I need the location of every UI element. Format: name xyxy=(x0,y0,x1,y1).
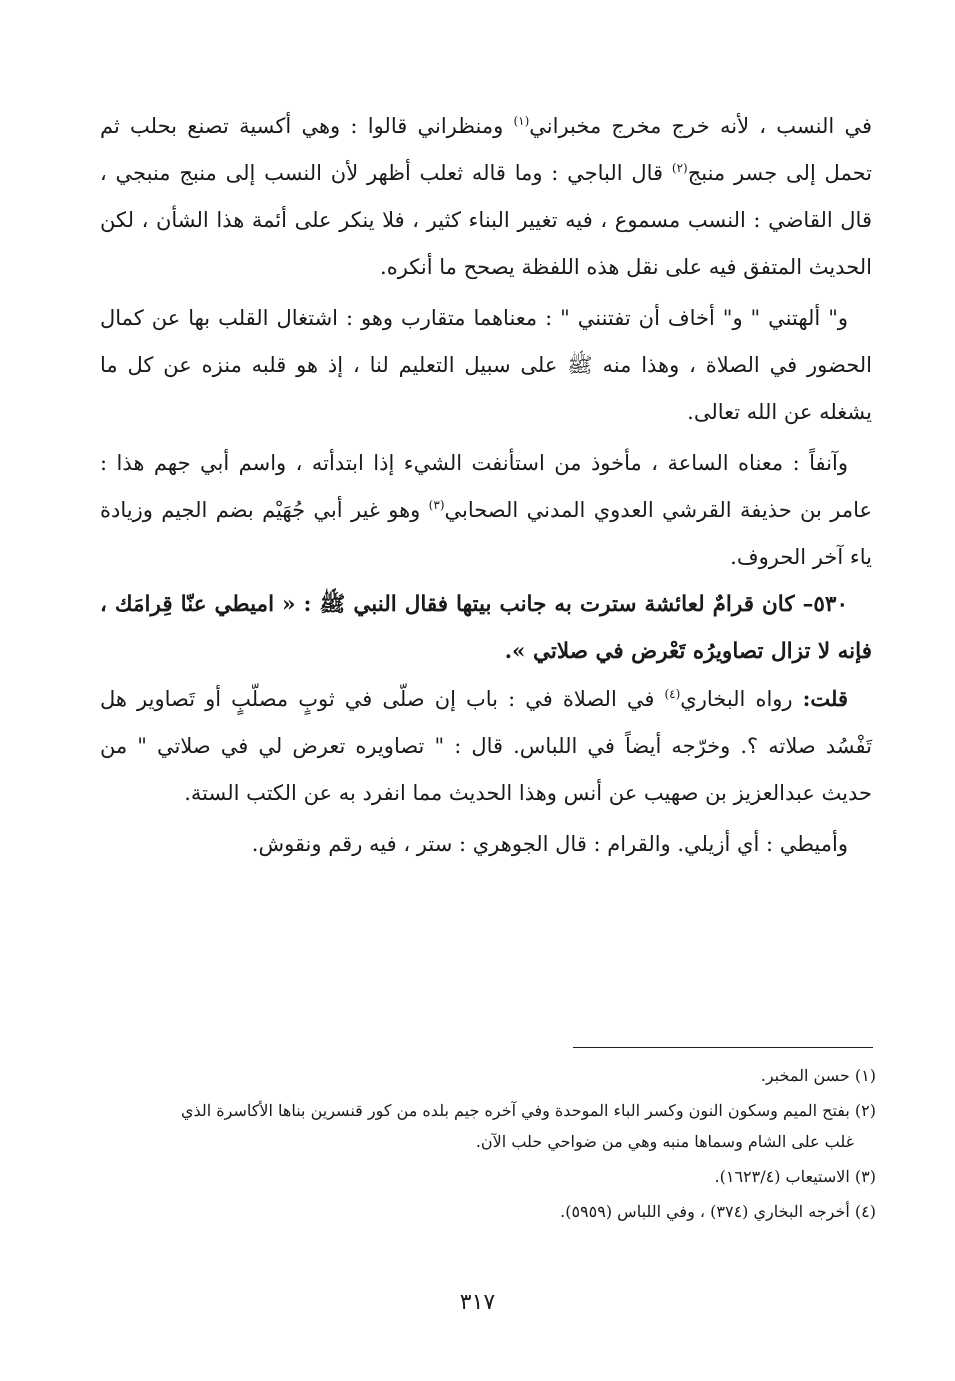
text-run: في النسب ، لأنه خرج مخرج مخبراني xyxy=(529,114,873,138)
hadith-530: ٥٣٠– كان قرامٌ لعائشة سترت به جانب بيتها فقال النبي ﷺ : « اميطي عنّا قِرامَك ، فإنه لا تزال تصاويرُه تَعْرض في صلاتي ». xyxy=(100,592,872,664)
footnote-2 xyxy=(100,1095,876,1126)
footnote-2-line-1: (٢) بفتح الميم وسكون النون وكسر الباء الموحدة وفي آخره جيم بلده من كور قنسرين بناها الأكاسرة الذي xyxy=(180,1101,876,1120)
footnote-4: (٤) أخرجه البخاري (٣٧٤) ، وفي اللباس (٥٩٥٩). xyxy=(560,1202,876,1221)
paragraph-amiti: وأميطي : أي أزيلي. والقرام : قال الجوهري : ستر ، فيه رقم ونقوش. xyxy=(251,832,848,856)
paragraph-qultu xyxy=(100,675,872,817)
paragraph-nisba xyxy=(100,103,872,291)
footnote-divider xyxy=(573,1047,873,1048)
qultu-label: قلت: xyxy=(802,686,848,711)
text-run: رواه البخاري xyxy=(680,687,803,711)
text-run: قال الباجي : وما قاله ثعلب أظهر لأن النسب إلى منبج منبجي ، قال القاضي : النسب مسموع ، فيه تغيير البناء كثير ، فلا ينكر على أئمة هذا الشأن ، لكن الحديث المتفق فيه على نقل هذه اللفظة يصحح ما أنكره. xyxy=(100,161,872,279)
footnote-ref-4[interactable]: (٤) xyxy=(664,687,681,701)
footnotes xyxy=(100,1060,876,1231)
paragraph-alhatni: و" ألهتني " و" أخاف أن تفتنني " : معناهما متقارب وهو : اشتغال القلب بها عن كمال الحضور في الصلاة ، وهذا منه ﷺ على سبيل التعليم لنا ، إذ هو قلبه منزه عن كل ما يشغله عن الله تعالى. xyxy=(100,306,872,424)
text-run: وهو غير أبي جُهَيْم بضم الجيم وزيادة ياء آخر الحروف. xyxy=(100,498,872,569)
footnote-ref-3[interactable]: (٣) xyxy=(428,498,445,512)
paragraph-anifan xyxy=(100,440,872,581)
footnote-1: (١) حسن المخبر. xyxy=(760,1066,876,1085)
footnote-3: (٣) الاستيعاب (١٦٢٣/٤). xyxy=(714,1167,876,1186)
footnote-ref-2[interactable]: (٢) xyxy=(671,161,688,175)
text-run: في الصلاة في : باب إن صلّى في ثوبٍ مصلّبٍ أو تَصاوير هل تَفْسُد صلاته ؟. وخرّجه أيضاً في اللباس. قال : " تصاويره تعرض لي في صلاتي " من حديث عبدالعزيز بن صهيب عن أنس وهذا الحديث مما انفرد به عن الكتب الستة. xyxy=(100,687,872,805)
text-run: وآنفاً : معناه الساعة ، مأخوذ من استأنفت الشيء إذا ابتدأته ، واسم أبي جهم هذا : عامر بن حذيفة القرشي العدوي المدني الصحابي xyxy=(100,451,872,522)
main-text xyxy=(100,103,872,868)
footnote-ref-1[interactable]: (١) xyxy=(513,114,530,128)
footnote-2-continuation: غلب على الشام وسماها منبه وهي من ضواحي حلب الآن. xyxy=(475,1132,854,1151)
page-number: ٣١٧ xyxy=(459,1290,496,1315)
text-run: ومنظراني قالوا : وهي أكسية تصنع بحلب ثم تحمل إلى جسر منبج xyxy=(100,114,872,185)
